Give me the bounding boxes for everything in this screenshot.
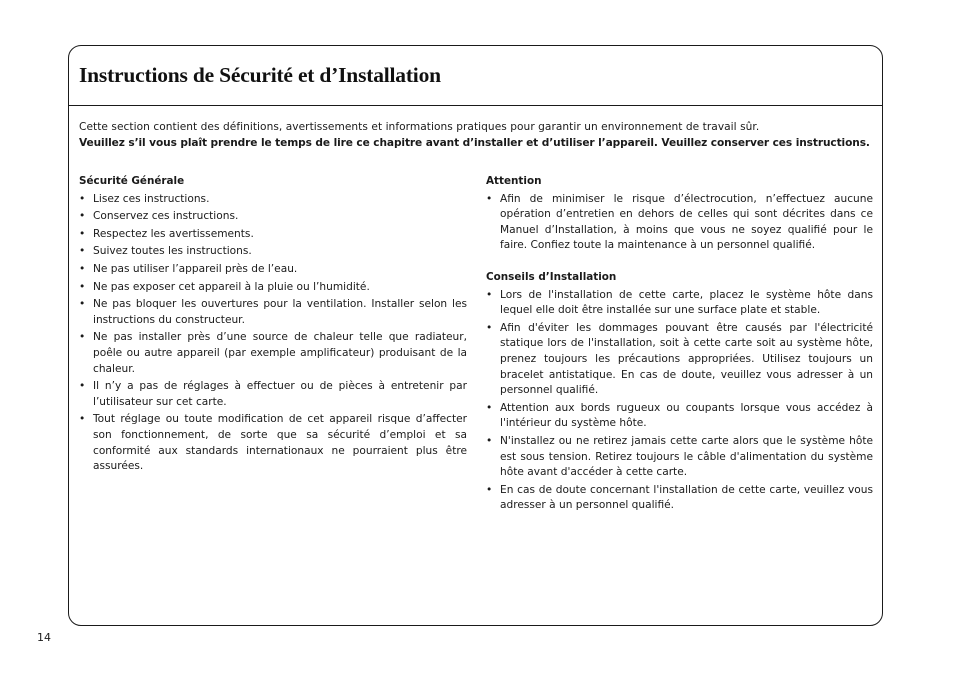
- bullet-icon: •: [79, 298, 86, 311]
- list-item-text: Lisez ces instructions.: [93, 192, 210, 205]
- installation-tips-list: [486, 288, 873, 514]
- bullet-icon: •: [486, 434, 493, 447]
- general-safety-list: [79, 192, 467, 475]
- list-item: [79, 192, 467, 208]
- list-item-text: Respectez les avertissements.: [93, 227, 254, 240]
- intro-section: [79, 119, 872, 151]
- intro-warning: Veuillez s’il vous plaît prendre le temps de lire ce chapitre avant d’installer et d’utiliser l’appareil. Veuillez conserver ces instructions.: [79, 137, 870, 149]
- bullet-icon: •: [79, 262, 86, 275]
- list-item-text: N'installez ou ne retirez jamais cette carte alors que le système hôte est sous tension. Retirez toujours le câble d'alimentation du système hôte avant d'accéder à cette carte.: [500, 434, 873, 479]
- list-item: [79, 412, 467, 474]
- list-item: [79, 244, 467, 260]
- left-column: [79, 174, 467, 477]
- bullet-icon: •: [486, 192, 493, 205]
- content-frame: [68, 45, 883, 626]
- list-item: [486, 401, 873, 432]
- list-item: [486, 483, 873, 514]
- list-item: [79, 297, 467, 328]
- list-item-text: Ne pas bloquer les ouvertures pour la ventilation. Installer selon les instructions du constructeur.: [93, 298, 467, 326]
- list-item-text: Suivez toutes les instructions.: [93, 245, 252, 258]
- installation-tips-heading: Conseils d’Installation: [486, 270, 617, 283]
- list-item-text: Lors de l'installation de cette carte, placez le système hôte dans lequel elle doit être installée sur une surface plate et stable.: [500, 288, 873, 317]
- list-item-text: Il n’y a pas de réglages à effectuer ou de pièces à entretenir par l’utilisateur sur cet carte.: [93, 380, 467, 408]
- page-number: 14: [37, 631, 51, 644]
- right-column: [486, 174, 873, 516]
- bullet-icon: •: [79, 210, 86, 223]
- list-item-text: En cas de doute concernant l'installation de cette carte, veuillez vous adresser à un personnel qualifié.: [500, 483, 873, 512]
- list-item-text: Conservez ces instructions.: [93, 210, 239, 223]
- list-item: [486, 321, 873, 399]
- list-item: [79, 262, 467, 278]
- bullet-icon: •: [486, 288, 493, 301]
- list-item-text: Tout réglage ou toute modification de cet appareil risque d’affecter son fonctionnement, de sorte que sa sécurité d’emploi et sa conformité aux standards internationaux ne pourraient plus être assurées.: [93, 413, 467, 473]
- bullet-icon: •: [79, 227, 86, 240]
- list-item: [79, 209, 467, 225]
- list-item-text: Ne pas installer près d’une source de chaleur telle que radiateur, poêle ou autre appareil (par exemple amplificateur) produisant de la chaleur.: [93, 331, 467, 375]
- bullet-icon: •: [79, 245, 86, 258]
- list-item-text: Ne pas utiliser l’appareil près de l’eau.: [93, 262, 298, 275]
- page-title: Instructions de Sécurité et d’Installation: [79, 63, 441, 87]
- attention-heading: Attention: [486, 175, 542, 187]
- attention-list: [486, 192, 873, 254]
- bullet-icon: •: [486, 321, 493, 334]
- bullet-icon: •: [486, 483, 493, 496]
- list-item-text: Attention aux bords rugueux ou coupants lorsque vous accédez à l'intérieur du système hôte.: [500, 401, 873, 430]
- title-bar: [69, 46, 882, 106]
- intro-text: Cette section contient des définitions, avertissements et informations pratiques pour garantir un environnement de travail sûr.: [79, 121, 760, 133]
- bullet-icon: •: [79, 380, 86, 393]
- list-item: [486, 288, 873, 319]
- bullet-icon: •: [486, 401, 493, 414]
- list-item: [79, 330, 467, 377]
- bullet-icon: •: [79, 280, 86, 293]
- general-safety-heading: Sécurité Générale: [79, 175, 185, 187]
- bullet-icon: •: [79, 331, 86, 344]
- list-item: [486, 192, 873, 254]
- list-item: [79, 280, 467, 296]
- list-item: [486, 434, 873, 481]
- list-item-text: Ne pas exposer cet appareil à la pluie ou l’humidité.: [93, 280, 370, 293]
- bullet-icon: •: [79, 413, 86, 426]
- list-item-text: Afin d'éviter les dommages pouvant être causés par l'électricité statique lors de l'installation, soit à cette carte soit au système hôte, prenez toujours les précautions appropriées. Utilisez toujours un bracelet antistatique. En cas de doute, veuillez vous adresser à un personnel qualifié.: [500, 321, 873, 397]
- list-item: [79, 379, 467, 410]
- list-item-text: Afin de minimiser le risque d’électrocution, n’effectuez aucune opération d’entretien en dehors de celles qui sont décrites dans ce Manuel d’Installation, à moins que vous ne soyez qualifié pour le faire. Confiez toute la maintenance à un personnel qualifié.: [500, 192, 873, 252]
- list-item: [79, 227, 467, 243]
- section-spacer: [486, 256, 873, 270]
- bullet-icon: •: [79, 192, 86, 205]
